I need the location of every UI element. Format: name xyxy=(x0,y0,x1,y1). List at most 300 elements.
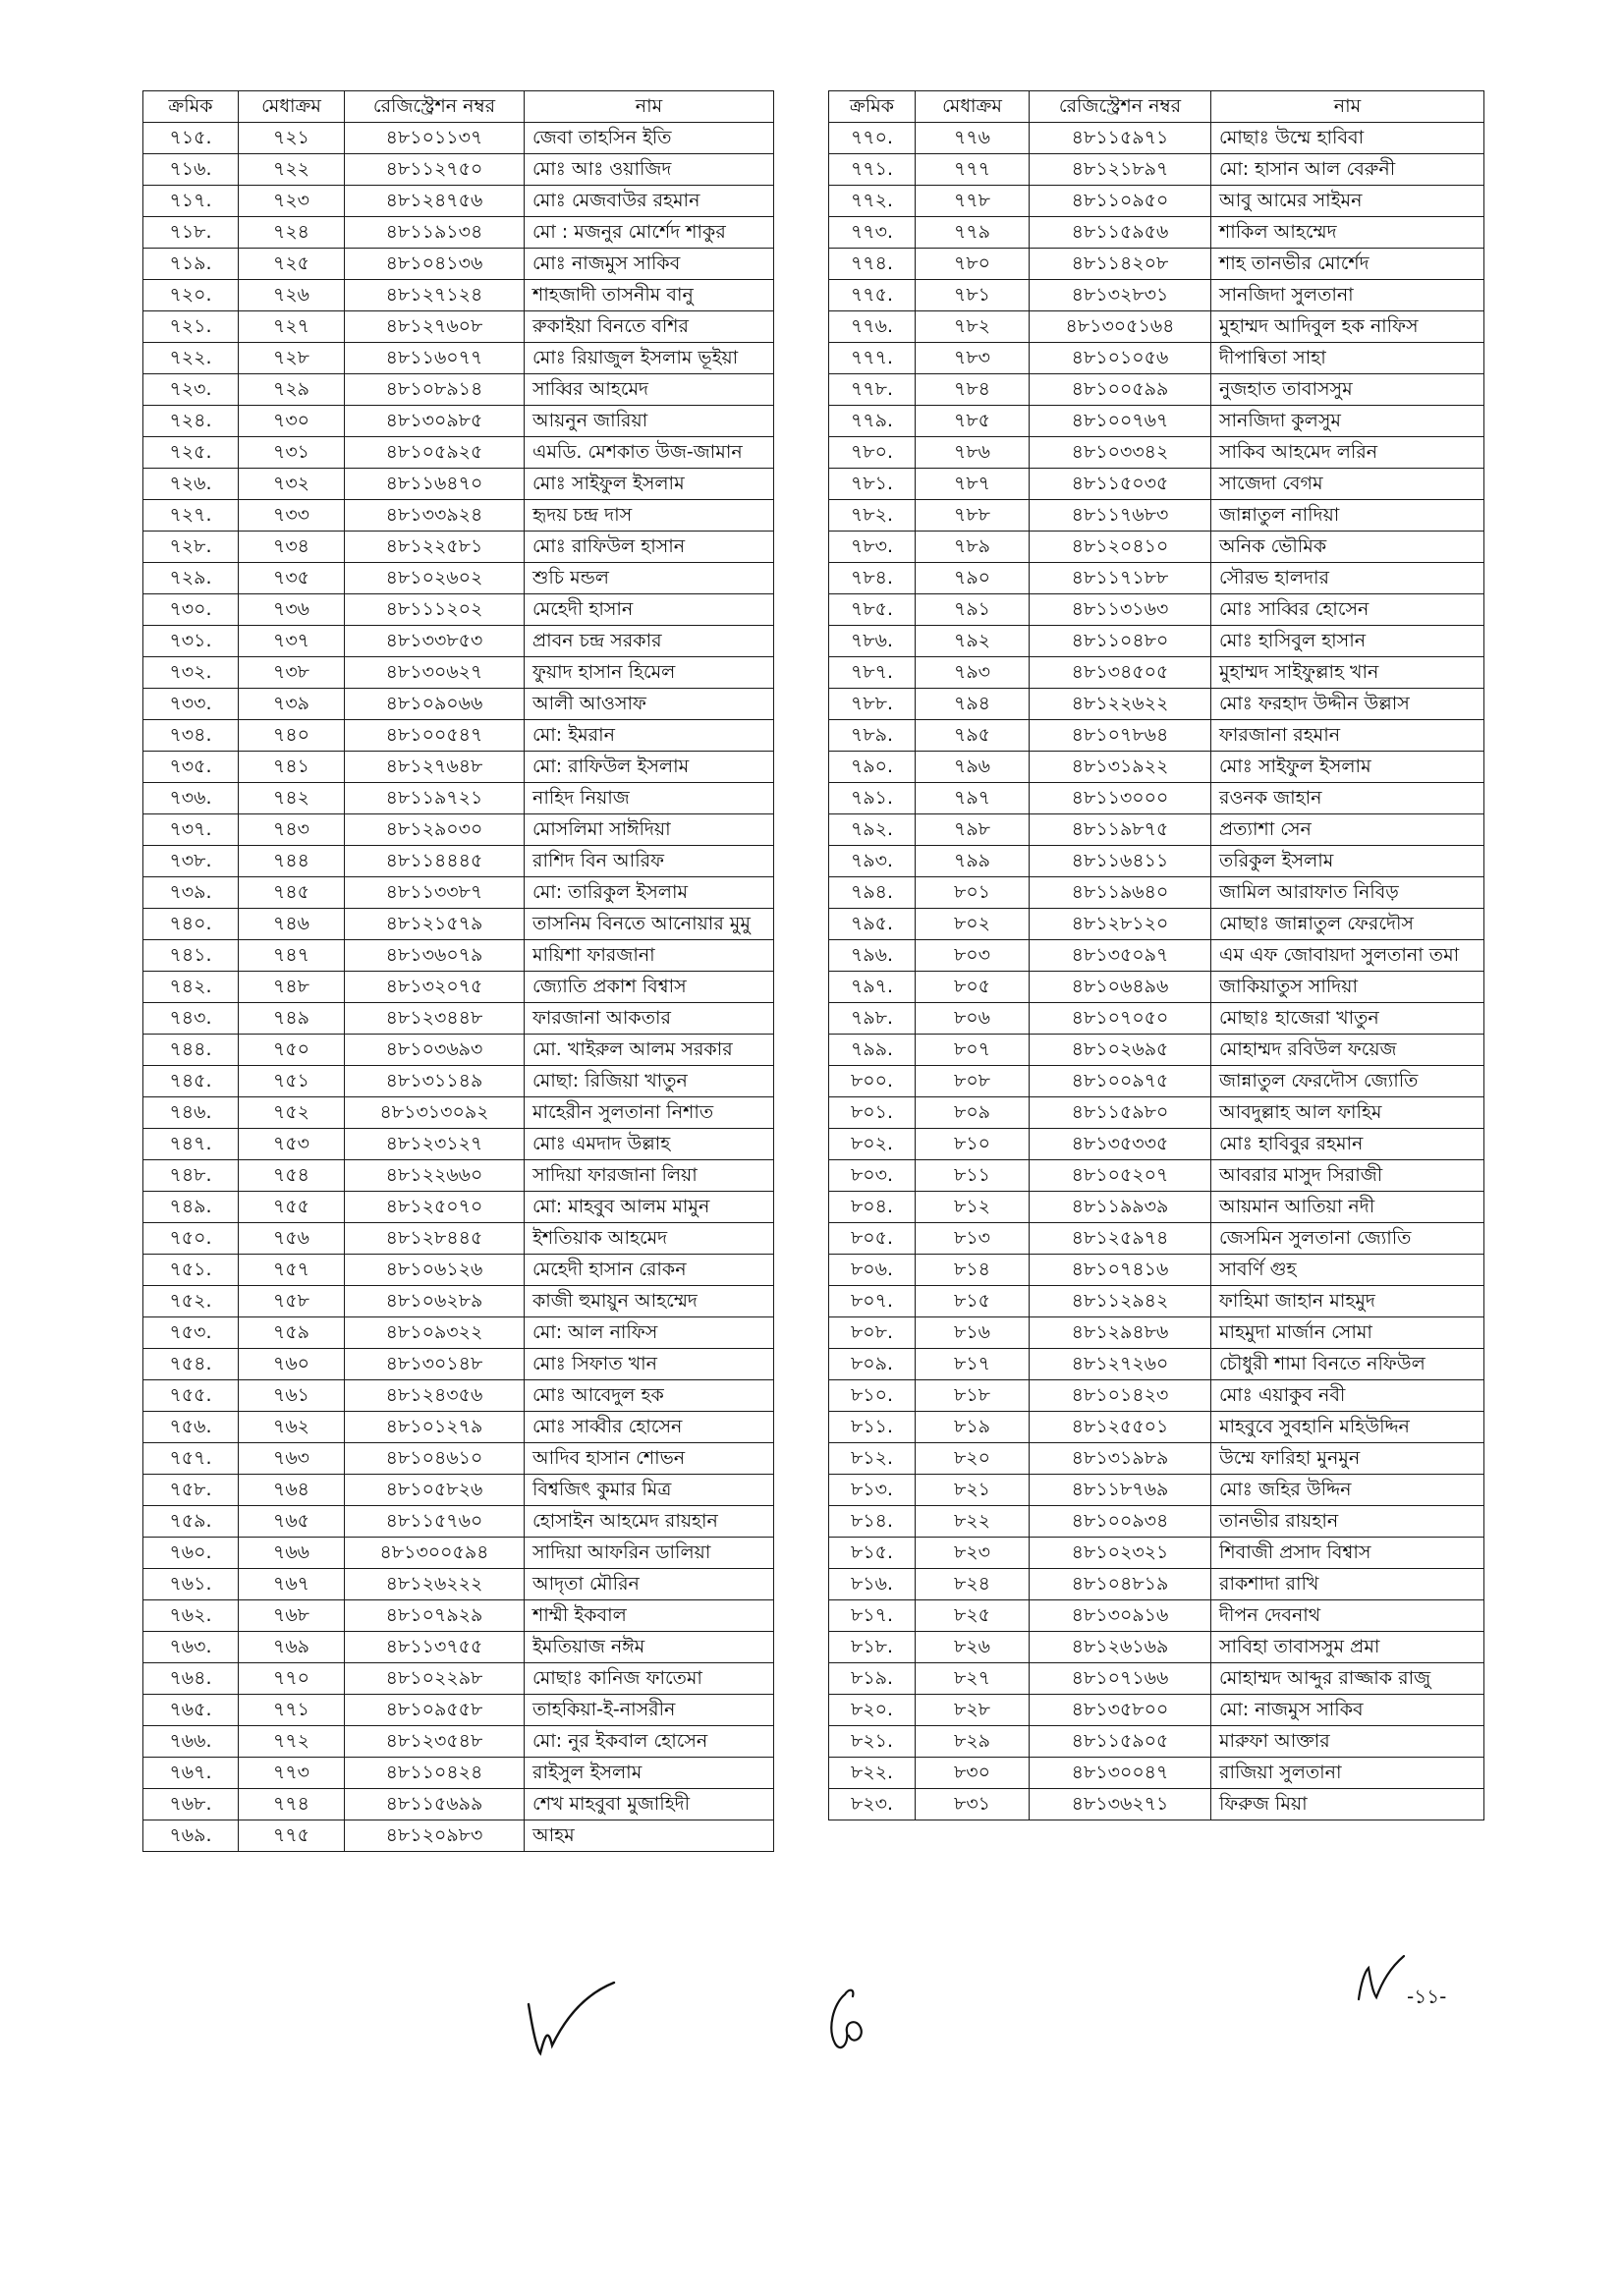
cell-registration: ৪৮১২২৬৬০ xyxy=(345,1160,525,1192)
cell-registration: ৪৮১২৪৭৫৬ xyxy=(345,186,525,217)
cell-serial: ৭৭০. xyxy=(829,123,916,154)
cell-merit: ৭৫০ xyxy=(239,1035,345,1066)
cell-merit: ৭৫৭ xyxy=(239,1255,345,1286)
cell-name: মো. খাইরুল আলম সরকার xyxy=(525,1035,774,1066)
cell-name: শাহজাদী তাসনীম বানু xyxy=(525,280,774,311)
cell-merit: ৭৭৭ xyxy=(916,154,1030,186)
header-serial: ক্রমিক xyxy=(829,91,916,123)
cell-merit: ৮০৬ xyxy=(916,1003,1030,1035)
table-row xyxy=(829,1066,1484,1097)
cell-registration: ৪৮১০৩৩৪২ xyxy=(1030,437,1211,469)
cell-registration: ৪৮১২৭২৬০ xyxy=(1030,1349,1211,1380)
table-row xyxy=(143,406,774,437)
table-row xyxy=(829,406,1484,437)
cell-merit: ৮১৯ xyxy=(916,1412,1030,1443)
cell-serial: ৭২৬. xyxy=(143,469,239,500)
cell-registration: ৪৮১১৯৯৩৯ xyxy=(1030,1192,1211,1223)
cell-registration: ৪৮১১৫৯৫৬ xyxy=(1030,217,1211,249)
cell-name: মো: তারিকুল ইসলাম xyxy=(525,877,774,909)
cell-merit: ৭৪৩ xyxy=(239,814,345,846)
cell-serial: ৮১৭. xyxy=(829,1600,916,1632)
cell-name: মাহমুদা মার্জান সোমা xyxy=(1211,1317,1484,1349)
cell-merit: ৮১২ xyxy=(916,1192,1030,1223)
cell-registration: ৪৮১০১৪২৩ xyxy=(1030,1380,1211,1412)
cell-serial: ৭৭৬. xyxy=(829,311,916,343)
cell-name: নুজহাত তাবাসসুম xyxy=(1211,374,1484,406)
table-row xyxy=(829,1317,1484,1349)
cell-name: সাকিব আহমেদ লরিন xyxy=(1211,437,1484,469)
cell-merit: ৭৫৬ xyxy=(239,1223,345,1255)
cell-serial: ৭২১. xyxy=(143,311,239,343)
cell-registration: ৪৮১১৫৬৯৯ xyxy=(345,1789,525,1820)
table-row xyxy=(143,626,774,657)
cell-merit: ৭৮০ xyxy=(916,249,1030,280)
cell-merit: ৭৩২ xyxy=(239,469,345,500)
cell-merit: ৭৭৫ xyxy=(239,1820,345,1852)
cell-name: মো: ইমরান xyxy=(525,720,774,752)
cell-name: মো : মজনুর মোর্শেদ শাকুর xyxy=(525,217,774,249)
cell-serial: ৭৯৪. xyxy=(829,877,916,909)
cell-name: সাবর্ণি গুহ xyxy=(1211,1255,1484,1286)
cell-registration: ৪৮১৩০৯৮৫ xyxy=(345,406,525,437)
cell-serial: ৮০০. xyxy=(829,1066,916,1097)
table-row xyxy=(143,909,774,940)
cell-serial: ৭৫৬. xyxy=(143,1412,239,1443)
table-row xyxy=(143,374,774,406)
cell-merit: ৭৩৮ xyxy=(239,657,345,689)
cell-merit: ৭৬৪ xyxy=(239,1475,345,1506)
cell-serial: ৮১৬. xyxy=(829,1569,916,1600)
cell-merit: ৭৫৪ xyxy=(239,1160,345,1192)
cell-merit: ৮২৪ xyxy=(916,1569,1030,1600)
cell-merit: ৭৪১ xyxy=(239,752,345,783)
cell-merit: ৮২৮ xyxy=(916,1695,1030,1726)
cell-merit: ৮৩১ xyxy=(916,1789,1030,1820)
cell-merit: ৮০২ xyxy=(916,909,1030,940)
cell-name: প্রাবন চন্দ্র সরকার xyxy=(525,626,774,657)
cell-serial: ৭৪৭. xyxy=(143,1129,239,1160)
cell-registration: ৪৮১২৮৪৪৫ xyxy=(345,1223,525,1255)
cell-registration: ৪৮১৩১৯২২ xyxy=(1030,752,1211,783)
cell-name: মারুফা আক্তার xyxy=(1211,1726,1484,1758)
cell-merit: ৭৬৮ xyxy=(239,1600,345,1632)
table-row xyxy=(829,846,1484,877)
cell-merit: ৭৫২ xyxy=(239,1097,345,1129)
cell-registration: ৪৮১০২২৯৮ xyxy=(345,1663,525,1695)
signature-left xyxy=(511,1975,629,2063)
left-table-body xyxy=(143,123,774,1852)
cell-serial: ৭১৬. xyxy=(143,154,239,186)
cell-serial: ৭৫৫. xyxy=(143,1380,239,1412)
cell-registration: ৪৮১০৭১৬৬ xyxy=(1030,1663,1211,1695)
cell-name: সাদিয়া ফারজানা লিয়া xyxy=(525,1160,774,1192)
table-row xyxy=(829,311,1484,343)
table-row xyxy=(829,1412,1484,1443)
table-row xyxy=(829,783,1484,814)
merit-table-right xyxy=(828,90,1484,1820)
table-row xyxy=(143,1160,774,1192)
cell-name: তরিকুল ইসলাম xyxy=(1211,846,1484,877)
cell-merit: ৮৩০ xyxy=(916,1758,1030,1789)
cell-serial: ৭৭৮. xyxy=(829,374,916,406)
cell-serial: ৭৮৯. xyxy=(829,720,916,752)
cell-registration: ৪৮১২৯৪৮৬ xyxy=(1030,1317,1211,1349)
cell-name: মোছাঃ জান্নাতুল ফেরদৌস xyxy=(1211,909,1484,940)
cell-name: মোঃ হাবিবুর রহমান xyxy=(1211,1129,1484,1160)
cell-registration: ৪৮১১২৯৪২ xyxy=(1030,1286,1211,1317)
cell-name: তানভীর রায়হান xyxy=(1211,1506,1484,1538)
cell-registration: ৪৮১১৩১৬৩ xyxy=(1030,594,1211,626)
cell-serial: ৮০৯. xyxy=(829,1349,916,1380)
cell-name: মোছা: রিজিয়া খাতুন xyxy=(525,1066,774,1097)
cell-merit: ৭৯৮ xyxy=(916,814,1030,846)
cell-registration: ৪৮১৩১১৪৯ xyxy=(345,1066,525,1097)
cell-name: মোঃ সাইফুল ইসলাম xyxy=(525,469,774,500)
cell-registration: ৪৮১০৯৫৫৮ xyxy=(345,1695,525,1726)
cell-name: রাকশাদা রাখি xyxy=(1211,1569,1484,1600)
cell-registration: ৪৮১০৯৩২২ xyxy=(345,1317,525,1349)
cell-serial: ৭৬৫. xyxy=(143,1695,239,1726)
cell-name: মোঃ সিফাত খান xyxy=(525,1349,774,1380)
cell-registration: ৪৮১১৫০৩৫ xyxy=(1030,469,1211,500)
cell-merit: ৮০৩ xyxy=(916,940,1030,972)
cell-name: চৌধুরী শামা বিনতে নফিউল xyxy=(1211,1349,1484,1380)
cell-name: ফাহিমা জাহান মাহমুদ xyxy=(1211,1286,1484,1317)
cell-merit: ৭২৯ xyxy=(239,374,345,406)
cell-merit: ৭৭৮ xyxy=(916,186,1030,217)
cell-serial: ৭৩৮. xyxy=(143,846,239,877)
cell-merit: ৭৬৭ xyxy=(239,1569,345,1600)
cell-serial: ৭১৭. xyxy=(143,186,239,217)
cell-registration: ৪৮১৩০৯১৬ xyxy=(1030,1600,1211,1632)
header-registration: রেজিস্ট্রেশন নম্বর xyxy=(345,91,525,123)
table-row xyxy=(829,1663,1484,1695)
cell-merit: ৭৯৯ xyxy=(916,846,1030,877)
cell-name: শাম্মী ইকবাল xyxy=(525,1600,774,1632)
cell-serial: ৭৩৯. xyxy=(143,877,239,909)
table-row xyxy=(143,1035,774,1066)
cell-name: জ্যোতি প্রকাশ বিশ্বাস xyxy=(525,972,774,1003)
cell-registration: ৪৮১০০৫৯৯ xyxy=(1030,374,1211,406)
cell-merit: ৮১৫ xyxy=(916,1286,1030,1317)
cell-registration: ৪৮১০৭৪১৬ xyxy=(1030,1255,1211,1286)
table-row xyxy=(143,1317,774,1349)
cell-registration: ৪৮১০১২৭৯ xyxy=(345,1412,525,1443)
cell-serial: ৭৯২. xyxy=(829,814,916,846)
cell-registration: ৪৮১১৪২০৮ xyxy=(1030,249,1211,280)
cell-registration: ৪৮১১৫৯৭১ xyxy=(1030,123,1211,154)
cell-merit: ৭৩৪ xyxy=(239,532,345,563)
cell-registration: ৪৮১৩০৫১৬৪ xyxy=(1030,311,1211,343)
cell-registration: ৪৮১২১৫৭৯ xyxy=(345,909,525,940)
cell-registration: ৪৮১৩৬২৭১ xyxy=(1030,1789,1211,1820)
cell-serial: ৮০৩. xyxy=(829,1160,916,1192)
cell-serial: ৭৪৬. xyxy=(143,1097,239,1129)
table-row xyxy=(143,343,774,374)
cell-name: নাহিদ নিয়াজ xyxy=(525,783,774,814)
cell-name: মাহবুবে সুবহানি মহিউদ্দিন xyxy=(1211,1412,1484,1443)
table-row xyxy=(143,1129,774,1160)
cell-merit: ৭৯৪ xyxy=(916,689,1030,720)
cell-registration: ৪৮১২৪৩৫৬ xyxy=(345,1380,525,1412)
table-row xyxy=(829,657,1484,689)
cell-merit: ৭২২ xyxy=(239,154,345,186)
table-row xyxy=(143,1349,774,1380)
merit-table-left xyxy=(142,90,774,1852)
cell-merit: ৭২১ xyxy=(239,123,345,154)
table-row xyxy=(143,1600,774,1632)
cell-name: সাদিয়া আফরিন ডালিয়া xyxy=(525,1538,774,1569)
cell-serial: ৭৪৯. xyxy=(143,1192,239,1223)
cell-registration: ৪৮১৩৫৮০০ xyxy=(1030,1695,1211,1726)
cell-name: মোঃ রিয়াজুল ইসলাম ভূইয়া xyxy=(525,343,774,374)
table-row xyxy=(143,1820,774,1852)
cell-registration: ৪৮১০০৯৩৪ xyxy=(1030,1506,1211,1538)
cell-registration: ৪৮১৩৪৫০৫ xyxy=(1030,657,1211,689)
cell-registration: ৪৮১০৭৮৬৪ xyxy=(1030,720,1211,752)
cell-registration: ৪৮১০২৬০২ xyxy=(345,563,525,594)
table-row xyxy=(143,846,774,877)
cell-serial: ৭৫৪. xyxy=(143,1349,239,1380)
cell-name: মো: মাহবুব আলম মামুন xyxy=(525,1192,774,1223)
cell-merit: ৭৯৫ xyxy=(916,720,1030,752)
cell-serial: ৭৪৮. xyxy=(143,1160,239,1192)
table-row xyxy=(829,1789,1484,1820)
cell-serial: ৭৯৮. xyxy=(829,1003,916,1035)
cell-serial: ৭৩৫. xyxy=(143,752,239,783)
cell-registration: ৪৮১২৬১৬৯ xyxy=(1030,1632,1211,1663)
cell-merit: ৮২৩ xyxy=(916,1538,1030,1569)
cell-serial: ৭৮৭. xyxy=(829,657,916,689)
cell-registration: ৪৮১১৮৭৬৯ xyxy=(1030,1475,1211,1506)
table-row xyxy=(829,1035,1484,1066)
cell-registration: ৪৮১৩৬০৭৯ xyxy=(345,940,525,972)
cell-serial: ৮০২. xyxy=(829,1129,916,1160)
table-row xyxy=(829,1506,1484,1538)
table-row xyxy=(143,123,774,154)
cell-name: মোঃ রাফিউল হাসান xyxy=(525,532,774,563)
cell-serial: ৮১৯. xyxy=(829,1663,916,1695)
cell-merit: ৭৭৪ xyxy=(239,1789,345,1820)
cell-merit: ৭৪৯ xyxy=(239,1003,345,1035)
table-row xyxy=(143,1223,774,1255)
cell-registration: ৪৮১১৯৬৪০ xyxy=(1030,877,1211,909)
cell-merit: ৭৮৫ xyxy=(916,406,1030,437)
cell-merit: ৮১৮ xyxy=(916,1380,1030,1412)
table-row xyxy=(829,720,1484,752)
cell-registration: ৪৮১১৬০৭৭ xyxy=(345,343,525,374)
cell-merit: ৮১৪ xyxy=(916,1255,1030,1286)
cell-serial: ৭২৩. xyxy=(143,374,239,406)
cell-name: সানজিদা সুলতানা xyxy=(1211,280,1484,311)
cell-serial: ৭২০. xyxy=(143,280,239,311)
table-row xyxy=(829,437,1484,469)
table-row xyxy=(143,783,774,814)
cell-registration: ৪৮১২৫০৭০ xyxy=(345,1192,525,1223)
cell-registration: ৪৮১০২৩২১ xyxy=(1030,1538,1211,1569)
cell-serial: ৭৪২. xyxy=(143,972,239,1003)
cell-name: জেবা তাহসিন ইতি xyxy=(525,123,774,154)
cell-serial: ৮০৮. xyxy=(829,1317,916,1349)
table-row xyxy=(829,877,1484,909)
table-row xyxy=(829,814,1484,846)
cell-merit: ৭৬২ xyxy=(239,1412,345,1443)
cell-serial: ৭৩১. xyxy=(143,626,239,657)
cell-name: জান্নাতুল নাদিয়া xyxy=(1211,500,1484,532)
table-row xyxy=(829,1695,1484,1726)
cell-name: সাবিহা তাবাসসুম প্রমা xyxy=(1211,1632,1484,1663)
cell-registration: ৪৮১৩১৩০৯২ xyxy=(345,1097,525,1129)
cell-registration: ৪৮১০০৫৪৭ xyxy=(345,720,525,752)
cell-registration: ৪৮১০৪৬১০ xyxy=(345,1443,525,1475)
table-row xyxy=(143,1066,774,1097)
cell-serial: ৭২৫. xyxy=(143,437,239,469)
cell-name: মো: নুর ইকবাল হোসেন xyxy=(525,1726,774,1758)
cell-registration: ৪৮১৩২০৭৫ xyxy=(345,972,525,1003)
cell-registration: ৪৮১০৫৯২৫ xyxy=(345,437,525,469)
cell-serial: ৭৯৫. xyxy=(829,909,916,940)
cell-name: শাকিল আহম্মেদ xyxy=(1211,217,1484,249)
cell-name: আবদুল্লাহ আল ফাহিম xyxy=(1211,1097,1484,1129)
table-row xyxy=(829,752,1484,783)
cell-registration: ৪৮১১৪৪৪৫ xyxy=(345,846,525,877)
cell-name: মোছাঃ কানিজ ফাতেমা xyxy=(525,1663,774,1695)
cell-merit: ৭৭০ xyxy=(239,1663,345,1695)
cell-merit: ৮১১ xyxy=(916,1160,1030,1192)
cell-serial: ৭৬৯. xyxy=(143,1820,239,1852)
cell-serial: ৭১৮. xyxy=(143,217,239,249)
cell-name: মো: নাজমুস সাকিব xyxy=(1211,1695,1484,1726)
table-header-row xyxy=(143,91,774,123)
cell-serial: ৭৮২. xyxy=(829,500,916,532)
cell-merit: ৭৩৯ xyxy=(239,689,345,720)
cell-registration: ৪৮১০৯০৬৬ xyxy=(345,689,525,720)
table-row xyxy=(143,877,774,909)
cell-merit: ৭৪৫ xyxy=(239,877,345,909)
cell-registration: ৪৮১১৩০০০ xyxy=(1030,783,1211,814)
cell-name: আহম xyxy=(525,1820,774,1852)
cell-registration: ৪৮১১৫৯০৫ xyxy=(1030,1726,1211,1758)
cell-merit: ৭৪৭ xyxy=(239,940,345,972)
cell-serial: ৭৫০. xyxy=(143,1223,239,1255)
cell-serial: ৭৪৩. xyxy=(143,1003,239,1035)
cell-registration: ৪৮১০২৬৯৫ xyxy=(1030,1035,1211,1066)
cell-registration: ৪৮১০৬২৮৯ xyxy=(345,1286,525,1317)
table-row xyxy=(829,249,1484,280)
cell-serial: ৭৩৭. xyxy=(143,814,239,846)
table-row xyxy=(143,1192,774,1223)
cell-name: মোঃ এমদাদ উল্লাহ xyxy=(525,1129,774,1160)
cell-registration: ৪৮১১৫৯৮০ xyxy=(1030,1097,1211,1129)
cell-serial: ৭৭৪. xyxy=(829,249,916,280)
cell-registration: ৪৮১০০৭৬৭ xyxy=(1030,406,1211,437)
cell-serial: ৭১৫. xyxy=(143,123,239,154)
table-row xyxy=(143,1097,774,1129)
header-merit: মেধাক্রম xyxy=(916,91,1030,123)
table-row xyxy=(143,1758,774,1789)
table-row xyxy=(143,720,774,752)
cell-registration: ৪৮১১৩৩৮৭ xyxy=(345,877,525,909)
cell-serial: ৮১৮. xyxy=(829,1632,916,1663)
header-name: নাম xyxy=(1211,91,1484,123)
cell-name: আবরার মাসুদ সিরাজী xyxy=(1211,1160,1484,1192)
table-row xyxy=(143,1255,774,1286)
cell-registration: ৪৮১২৭১২৪ xyxy=(345,280,525,311)
table-row xyxy=(143,249,774,280)
cell-serial: ৭৫৭. xyxy=(143,1443,239,1475)
cell-name: মোঃ সাইফুল ইসলাম xyxy=(1211,752,1484,783)
cell-registration: ৪৮১১৫৭৬০ xyxy=(345,1506,525,1538)
cell-serial: ৮১৪. xyxy=(829,1506,916,1538)
cell-merit: ৭৭৯ xyxy=(916,217,1030,249)
cell-merit: ৭৫৮ xyxy=(239,1286,345,1317)
cell-name: আদিব হাসান শোভন xyxy=(525,1443,774,1475)
table-row xyxy=(143,752,774,783)
cell-merit: ৭২৩ xyxy=(239,186,345,217)
cell-serial: ৮২০. xyxy=(829,1695,916,1726)
cell-serial: ৮১০. xyxy=(829,1380,916,1412)
table-row xyxy=(143,1506,774,1538)
table-row xyxy=(143,1789,774,1820)
cell-serial: ৭৬১. xyxy=(143,1569,239,1600)
cell-name: রাজিয়া সুলতানা xyxy=(1211,1758,1484,1789)
table-row xyxy=(829,186,1484,217)
cell-registration: ৪৮১১২৭৫০ xyxy=(345,154,525,186)
cell-merit: ৭৯০ xyxy=(916,563,1030,594)
cell-merit: ৭৩১ xyxy=(239,437,345,469)
table-row xyxy=(143,500,774,532)
cell-registration: ৪৮১১৩৭৫৫ xyxy=(345,1632,525,1663)
cell-name: মোঃ মেজবাউর রহমান xyxy=(525,186,774,217)
cell-name: তাহকিয়া-ই-নাসরীন xyxy=(525,1695,774,1726)
cell-name: মোছাঃ উম্মে হাবিবা xyxy=(1211,123,1484,154)
cell-name: রুকাইয়া বিনতে বশির xyxy=(525,311,774,343)
cell-merit: ৮২৯ xyxy=(916,1726,1030,1758)
cell-registration: ৪৮১০৫৮২৬ xyxy=(345,1475,525,1506)
table-row xyxy=(829,1538,1484,1569)
table-row xyxy=(829,972,1484,1003)
cell-registration: ৪৮১০০৯৭৫ xyxy=(1030,1066,1211,1097)
table-row xyxy=(829,532,1484,563)
cell-merit: ৮০৫ xyxy=(916,972,1030,1003)
cell-merit: ৭২৮ xyxy=(239,343,345,374)
cell-merit: ৭৯৬ xyxy=(916,752,1030,783)
cell-name: মাহেরীন সুলতানা নিশাত xyxy=(525,1097,774,1129)
cell-serial: ৭৬৬. xyxy=(143,1726,239,1758)
cell-registration: ৪৮১৩০৬২৭ xyxy=(345,657,525,689)
cell-name: রাশিদ বিন আরিফ xyxy=(525,846,774,877)
cell-registration: ৪৮১১১২০২ xyxy=(345,594,525,626)
cell-serial: ৭৯১. xyxy=(829,783,916,814)
cell-serial: ৮১৫. xyxy=(829,1538,916,1569)
cell-name: হৃদয় চন্দ্র দাস xyxy=(525,500,774,532)
cell-serial: ৮০৬. xyxy=(829,1255,916,1286)
cell-name: মোঃ নাজমুস সাকিব xyxy=(525,249,774,280)
cell-serial: ৭৭৫. xyxy=(829,280,916,311)
cell-serial: ৭৩০. xyxy=(143,594,239,626)
table-row xyxy=(143,1380,774,1412)
cell-name: আয়মান আতিয়া নদী xyxy=(1211,1192,1484,1223)
table-row xyxy=(829,1632,1484,1663)
table-row xyxy=(143,1443,774,1475)
table-row xyxy=(143,1726,774,1758)
cell-registration: ৪৮১১৭১৮৮ xyxy=(1030,563,1211,594)
cell-serial: ৭৫৮. xyxy=(143,1475,239,1506)
cell-registration: ৪৮১২২৫৮১ xyxy=(345,532,525,563)
cell-merit: ৭৮৩ xyxy=(916,343,1030,374)
cell-serial: ৭২৭. xyxy=(143,500,239,532)
cell-serial: ৮০৭. xyxy=(829,1286,916,1317)
